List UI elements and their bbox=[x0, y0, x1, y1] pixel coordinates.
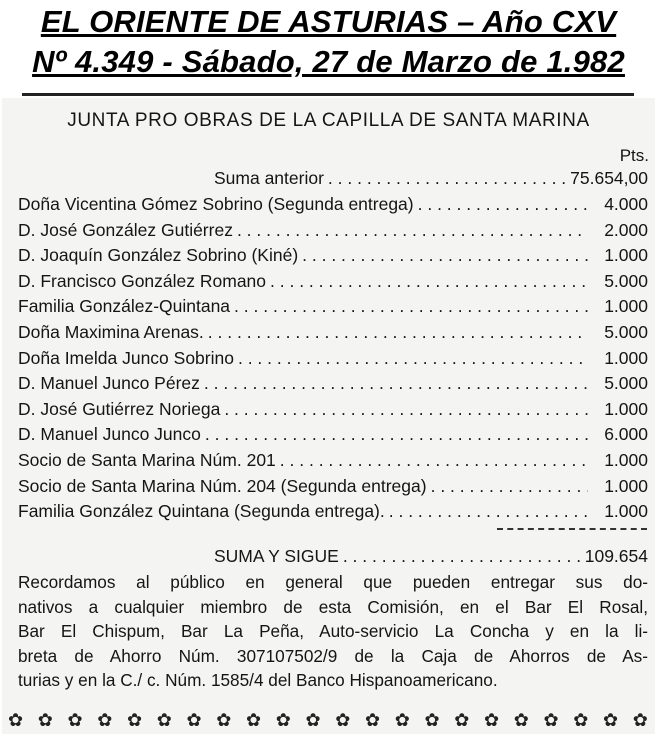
donation-amount: 1.000 bbox=[604, 398, 648, 419]
donation-row bbox=[18, 476, 648, 501]
ornament-icon: ✿ bbox=[573, 709, 589, 730]
donor-name: D. Manuel Junco Pérez bbox=[18, 373, 200, 394]
donor-name: D. Joaquín González Sobrino (Kiné) bbox=[18, 245, 299, 266]
donation-amount: 2.000 bbox=[604, 219, 648, 240]
donation-row bbox=[18, 271, 648, 296]
donation-row bbox=[18, 194, 648, 219]
donor-name: Familia González-Quintana bbox=[18, 296, 231, 317]
donation-row bbox=[18, 450, 648, 475]
donation-row bbox=[18, 399, 648, 424]
note-line: breta de Ahorro Núm. 307107502/9 de la Caja de Ahorros de As- bbox=[18, 645, 648, 666]
donation-row bbox=[18, 296, 648, 321]
donation-row bbox=[18, 373, 648, 398]
donation-note bbox=[18, 570, 648, 693]
ornament-icon: ✿ bbox=[335, 709, 351, 730]
newspaper-header bbox=[0, 2, 657, 82]
ornament-icon: ✿ bbox=[216, 709, 232, 730]
leader-dots bbox=[204, 322, 588, 343]
donation-amount: 6.000 bbox=[604, 424, 648, 445]
donation-amount: 1.000 bbox=[604, 501, 648, 522]
donation-amount: 1.000 bbox=[604, 450, 648, 470]
newspaper-clipping bbox=[2, 98, 655, 734]
leader-dots bbox=[200, 373, 588, 394]
previous-sum-row bbox=[214, 168, 648, 193]
donation-row bbox=[18, 501, 648, 526]
donation-row bbox=[18, 348, 648, 373]
currency-label: Pts. bbox=[619, 146, 649, 165]
ornament-icon: ✿ bbox=[454, 709, 470, 730]
donation-row bbox=[18, 424, 648, 449]
clipping-title: JUNTA PRO OBRAS DE LA CAPILLA DE SANTA MARINA bbox=[67, 110, 590, 131]
ornament-icon: ✿ bbox=[632, 709, 648, 730]
ornament-icon: ✿ bbox=[603, 709, 619, 730]
ornament-icon: ✿ bbox=[424, 709, 440, 730]
ornament-icon: ✿ bbox=[186, 709, 202, 730]
donation-amount: 5.000 bbox=[604, 322, 648, 342]
previous-sum-label: Suma anterior bbox=[214, 168, 324, 188]
donor-name: Doña Vicentina Gómez Sobrino (Segunda entrega) bbox=[18, 194, 414, 214]
ornament-border bbox=[8, 710, 648, 730]
ornament-icon: ✿ bbox=[97, 709, 113, 730]
ornament-icon: ✿ bbox=[513, 709, 529, 730]
total-amount: 109.654 bbox=[584, 546, 648, 566]
note-line: turias y en la C./ c. Núm. 1585/4 del Banco Hispanoamericano. bbox=[18, 670, 498, 690]
leader-dots bbox=[385, 501, 588, 522]
leader-dots bbox=[276, 450, 588, 471]
donor-name: Socio de Santa Marina Núm. 201 bbox=[18, 450, 276, 470]
ornament-icon: ✿ bbox=[156, 709, 172, 730]
donation-amount: 1.000 bbox=[604, 347, 648, 368]
donor-name: Socio de Santa Marina Núm. 204 (Segunda entrega) bbox=[18, 475, 427, 496]
ornament-icon: ✿ bbox=[394, 709, 410, 730]
leader-dots bbox=[414, 194, 588, 215]
donation-amount: 4.000 bbox=[604, 194, 648, 214]
donor-name: Doña Imelda Junco Sobrino bbox=[18, 347, 234, 368]
leader-dots bbox=[230, 296, 588, 317]
ornament-icon: ✿ bbox=[246, 709, 262, 730]
ornament-icon: ✿ bbox=[305, 709, 321, 730]
leader-dots bbox=[220, 399, 588, 420]
newspaper-title: EL ORIENTE DE ASTURIAS – Año CXV bbox=[40, 4, 617, 39]
donation-row bbox=[18, 245, 648, 270]
leader-dots bbox=[339, 546, 585, 567]
total-label: SUMA Y SIGUE bbox=[214, 546, 339, 566]
donation-amount: 1.000 bbox=[604, 245, 648, 266]
note-line: Recordamos al público en general que pueden entregar sus do- bbox=[18, 572, 648, 592]
ornament-icon: ✿ bbox=[8, 709, 24, 730]
note-line: Bar El Chispum, Bar La Peña, Auto-servicio La Concha y en la li- bbox=[18, 621, 648, 641]
leader-dots bbox=[324, 168, 570, 189]
previous-sum-amount: 75.654,00 bbox=[570, 168, 648, 188]
total-row bbox=[214, 546, 648, 571]
header-rule bbox=[22, 93, 634, 96]
ornament-icon: ✿ bbox=[275, 709, 291, 730]
ornament-icon: ✿ bbox=[484, 709, 500, 730]
donor-name: D. José González Gutiérrez bbox=[18, 219, 233, 240]
donation-amount: 5.000 bbox=[604, 373, 648, 394]
leader-dots bbox=[201, 424, 588, 445]
donor-name: D. Francisco González Romano bbox=[18, 270, 267, 291]
ornament-icon: ✿ bbox=[67, 709, 83, 730]
leader-dots bbox=[234, 348, 588, 369]
donation-amount: 1.000 bbox=[604, 296, 648, 317]
donor-name: Familia González Quintana (Segunda entrega). bbox=[18, 501, 385, 522]
donor-name: D. Manuel Junco Junco bbox=[18, 424, 201, 445]
donation-amount: 1.000 bbox=[604, 475, 648, 496]
leader-dots bbox=[298, 245, 588, 266]
leader-dots bbox=[427, 476, 588, 497]
issue-date-line: Nº 4.349 - Sábado, 27 de Marzo de 1.982 bbox=[32, 44, 625, 79]
leader-dots bbox=[266, 271, 588, 292]
ornament-icon: ✿ bbox=[127, 709, 143, 730]
donor-name: Doña Maximina Arenas. bbox=[18, 322, 204, 342]
sum-divider bbox=[497, 528, 647, 530]
note-line: nativos a cualquier miembro de esta Comisión, en el Bar El Rosal, bbox=[18, 596, 648, 617]
donor-name: D. José Gutiérrez Noriega bbox=[18, 398, 221, 419]
donation-row bbox=[18, 220, 648, 245]
ornament-icon: ✿ bbox=[365, 709, 381, 730]
donation-amount: 5.000 bbox=[604, 270, 648, 291]
donation-row bbox=[18, 322, 648, 347]
leader-dots bbox=[233, 220, 588, 241]
ornament-icon: ✿ bbox=[37, 709, 53, 730]
ornament-icon: ✿ bbox=[543, 709, 559, 730]
